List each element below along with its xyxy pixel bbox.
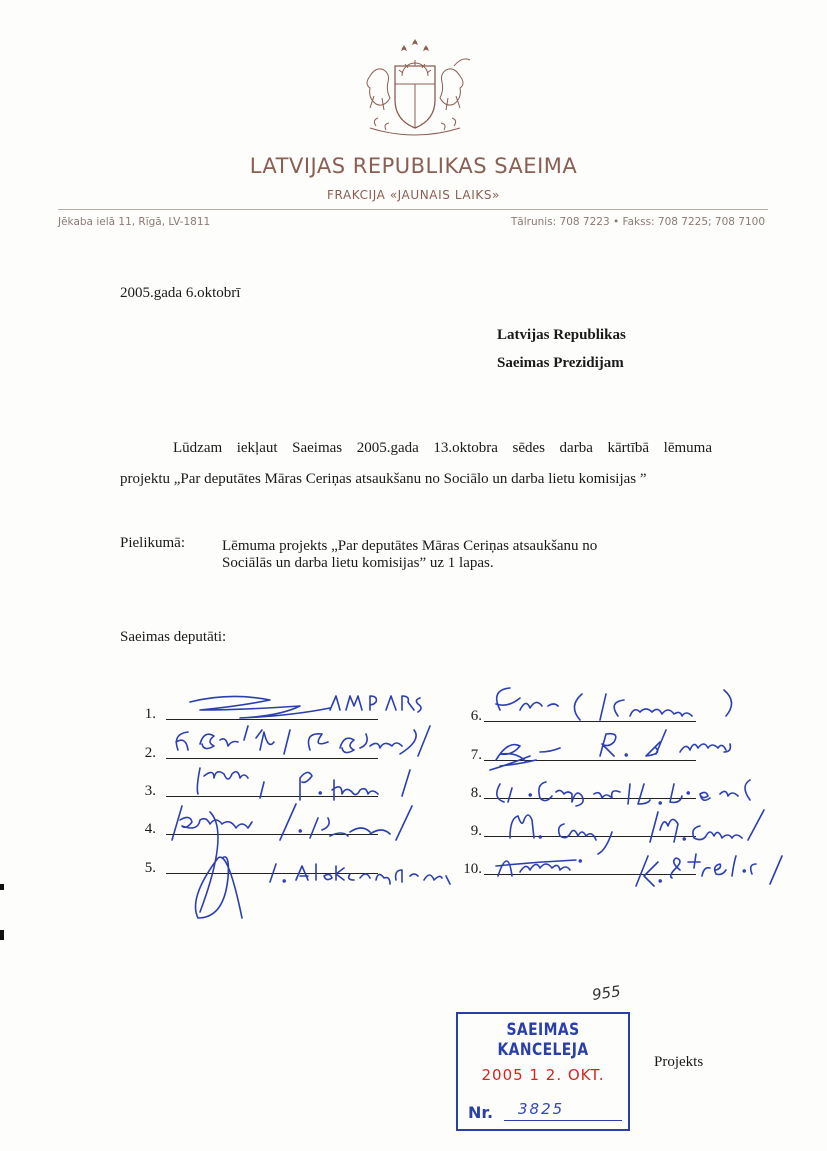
letterhead-divider bbox=[58, 209, 768, 210]
deputy-number: 7. bbox=[470, 747, 482, 763]
stamp-nr-value: 3825 bbox=[518, 1100, 565, 1118]
office-stamp bbox=[456, 1012, 630, 1131]
attachment-label: Pielikumā: bbox=[120, 535, 185, 551]
attachment-line-1: Lēmuma projekts „Par deputātes Māras Ceriņas atsaukšanu no bbox=[222, 538, 598, 554]
recipient-line-1: Latvijas Republikas bbox=[497, 327, 626, 343]
deputy-number: 6. bbox=[470, 708, 482, 724]
scan-edge-mark bbox=[0, 884, 4, 890]
letterhead-address: Jēkaba ielā 11, Rīgā, LV-1811 bbox=[58, 216, 211, 228]
deputy-signatures bbox=[160, 680, 827, 950]
letterhead-faction: FRAKCIJA «JAUNAIS LAIKS» bbox=[327, 188, 500, 202]
deputy-number: 9. bbox=[470, 823, 482, 839]
deputy-number: 5. bbox=[144, 860, 156, 876]
handwritten-number: 955 bbox=[590, 982, 622, 1004]
deputy-number: 1. bbox=[144, 706, 156, 722]
stamp-nr-label: Nr. bbox=[468, 1103, 494, 1122]
deputies-heading: Saeimas deputāti: bbox=[120, 629, 227, 645]
stamp-date: 2005 1 2. OKT. bbox=[481, 1066, 605, 1084]
letter-date: 2005.gada 6.oktobrī bbox=[120, 285, 241, 301]
deputy-number: 3. bbox=[144, 783, 156, 799]
scan-edge-mark bbox=[0, 930, 4, 940]
deputy-number: 10. bbox=[463, 861, 482, 877]
stamp-title: SAEIMAS KANCELEJA bbox=[497, 1020, 589, 1060]
letterhead-institution: LATVIJAS REPUBLIKAS SAEIMA bbox=[249, 154, 578, 178]
coat-of-arms-emblem bbox=[350, 36, 480, 140]
stamp-nr-line bbox=[504, 1120, 622, 1121]
attachment-line-2: Sociālās un darba lietu komisijas” uz 1 lapas. bbox=[222, 555, 494, 571]
deputy-number: 8. bbox=[470, 785, 482, 801]
deputy-number: 4. bbox=[144, 821, 156, 837]
letterhead-phones: Tālrunis: 708 7223 • Fakss: 708 7225; 708 7100 bbox=[510, 216, 765, 228]
deputy-number: 2. bbox=[144, 745, 156, 761]
recipient-line-2: Saeimas Prezidijam bbox=[497, 355, 624, 371]
body-line-2: projektu „Par deputātes Māras Ceriņas atsaukšanu no Sociālo un darba lietu komisijas ” bbox=[120, 471, 647, 487]
projekts-label: Projekts bbox=[654, 1054, 704, 1070]
body-line-1: Lūdzam iekļaut Saeimas 2005.gada 13.oktobra sēdes darba kārtībā lēmuma bbox=[173, 440, 712, 456]
